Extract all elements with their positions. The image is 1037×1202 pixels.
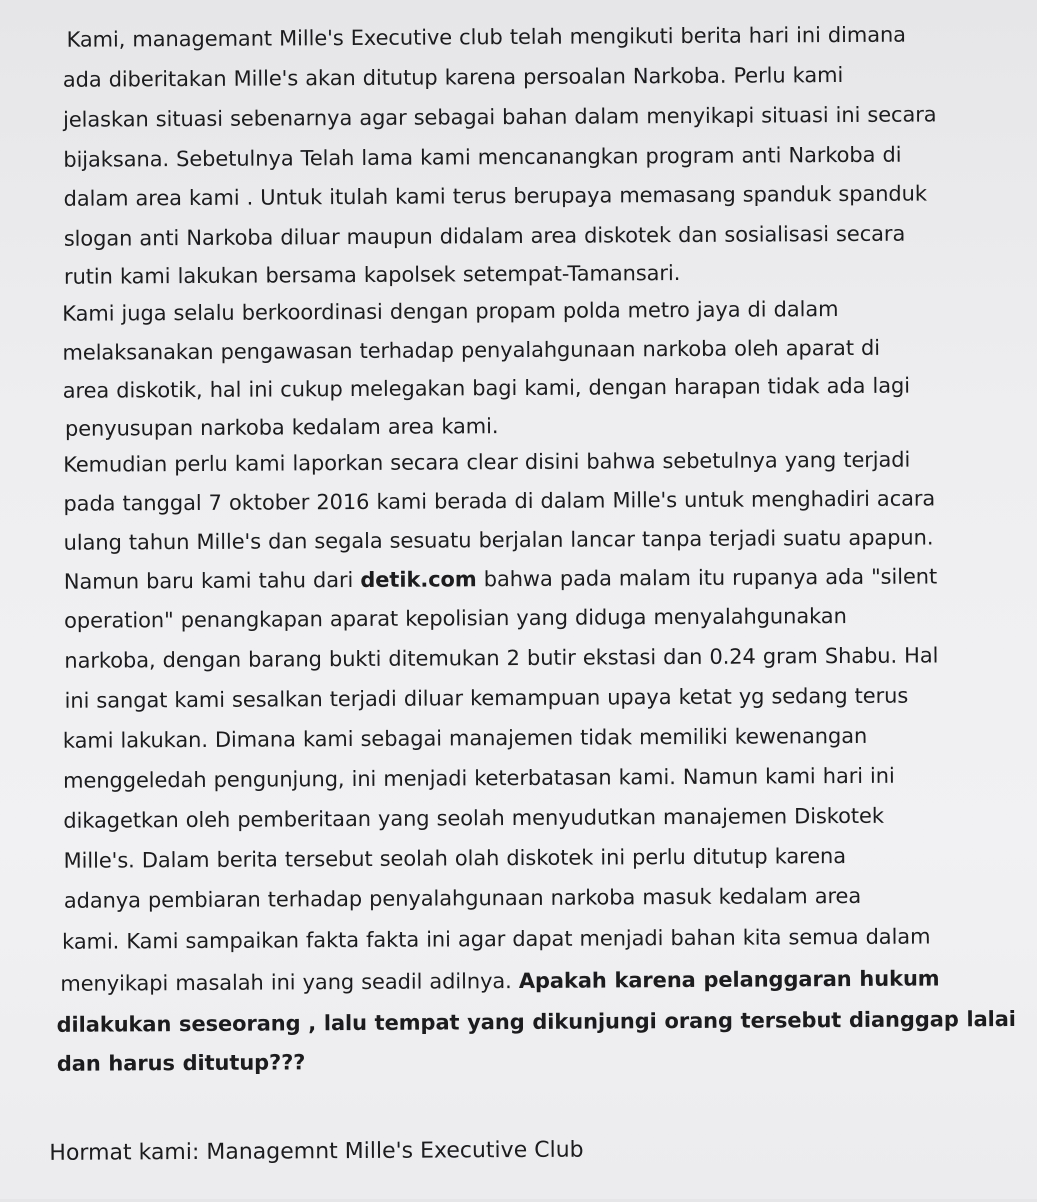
- body-line-16: operation" penangkapan aparat kepolisian yang diduga menyalahgunakan: [64, 601, 847, 636]
- body-line-5: dalam area kami . Untuk itulah kami terus berupaya memasang spanduk spanduk: [63, 179, 927, 214]
- closing-question-part-3: [57, 1047, 306, 1079]
- body-line-10: area diskotik, hal ini cukup melegakan bagi kami, dengan harapan tidak ada lagi: [63, 371, 910, 406]
- body-line-18: ini sangat kami sesalkan terjadi diluar kemampuan upaya ketat yg sedang terus: [65, 681, 909, 716]
- body-line-23: adanya pembiaran terhadap penyalahgunaan narkoba masuk kedalam area: [64, 881, 861, 916]
- body-line-4: bijaksana. Sebetulnya Telah lama kami mencanangkan program anti Narkoba di: [63, 140, 901, 175]
- body-line-27-bold: dan harus ditutup???: [57, 1050, 306, 1076]
- source-link-text: detik.com: [360, 567, 476, 592]
- body-line-8: Kami juga selalu berkoordinasi dengan propam polda metro jaya di dalam: [62, 294, 838, 329]
- body-line-3: jelaskan situasi sebenarnya agar sebagai bahan dalam menyikapi situasi ini secara: [63, 99, 937, 134]
- body-line-15-pre: Namun baru kami tahu dari: [64, 568, 361, 594]
- body-line-12: Kemudian perlu kami laporkan secara clear disini bahwa sebetulnya yang terjadi: [63, 445, 910, 480]
- body-line-14: ulang tahun Mille's dan segala sesuatu berjalan lancar tanpa terjadi suatu apapun.: [64, 522, 934, 557]
- body-line-25: [60, 963, 939, 998]
- body-line-1: Kami, managemant Mille's Executive club telah mengikuti berita hari ini dimana: [66, 20, 906, 55]
- body-line-24: kami. Kami sampaikan fakta fakta ini agar dapat menjadi bahan kita semua dalam: [62, 921, 930, 956]
- body-line-11: penyusupan narkoba kedalam area kami.: [65, 411, 499, 444]
- body-line-15: [64, 561, 937, 596]
- body-line-9: melaksanakan pengawasan terhadap penyalahgunaan narkoba oleh aparat di: [62, 333, 880, 368]
- body-line-13: pada tanggal 7 oktober 2016 kami berada di dalam Mille's untuk menghadiri acara: [63, 483, 935, 518]
- closing-question-part-2: [56, 1004, 1015, 1040]
- body-line-17: narkoba, dengan barang bukti ditemukan 2 butir ekstasi dan 0.24 gram Shabu. Hal: [64, 640, 938, 675]
- body-line-22: Mille's. Dalam berita tersebut seolah olah diskotek ini perlu ditutup karena: [63, 841, 846, 876]
- body-line-2: ada diberitakan Mille's akan ditutup karena persoalan Narkoba. Perlu kami: [63, 60, 844, 95]
- closing-question-part-1: Apakah karena pelanggaran hukum: [519, 966, 940, 993]
- body-line-19: kami lakukan. Dimana kami sebagai manajemen tidak memiliki kewenangan: [63, 721, 867, 756]
- body-line-21: dikagetkan oleh pemberitaan yang seolah menyudutkan manajemen Diskotek: [63, 801, 884, 836]
- body-line-26-bold: dilakukan seseorang , lalu tempat yang dikunjungi orang tersebut dianggap lalai: [57, 1007, 1016, 1037]
- signature-line: Hormat kami: Managemnt Mille's Executive Club: [49, 1136, 583, 1169]
- body-line-20: menggeledah pengunjung, ini menjadi keterbatasan kami. Namun kami hari ini: [63, 761, 895, 796]
- body-line-7: rutin kami lakukan bersama kapolsek setempat-Tamansari.: [64, 258, 680, 292]
- body-line-15-post: bahwa pada malam itu rupanya ada "silent: [477, 564, 938, 591]
- body-line-6: slogan anti Narkoba diluar maupun didalam area diskotek dan sosialisasi secara: [64, 219, 906, 254]
- body-line-25-pre: menyikapi masalah ini yang seadil adilnya.: [60, 969, 519, 996]
